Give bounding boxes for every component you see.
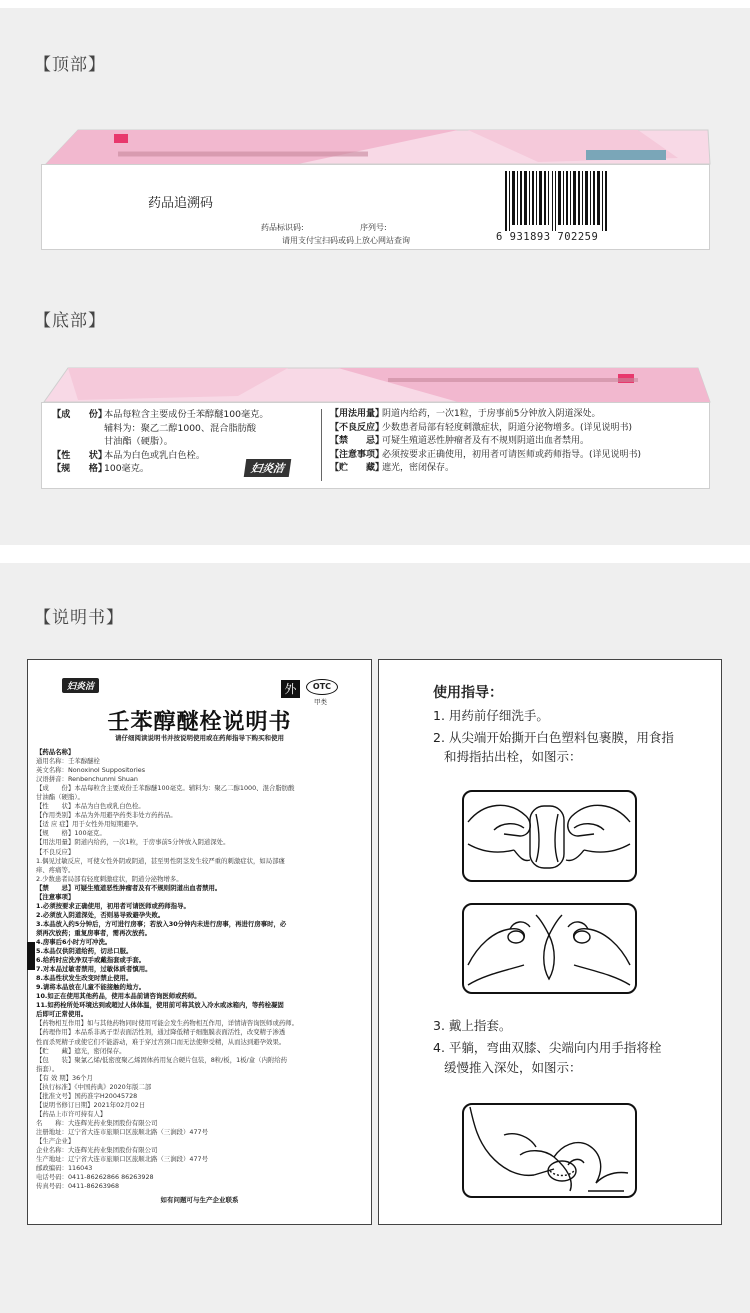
leaflet-line: 2.必须放入阴道深处，否则易导致避孕失败。	[36, 910, 165, 919]
leaflet-line: 11.如药栓所处环境达到或超过人体体温，使用前可将其放入冷水或冰箱内，等药栓凝固	[36, 1001, 284, 1010]
leaflet-line: 8.本品性状发生改变时禁止使用。	[36, 974, 133, 983]
leaflet-line: 【禁 忌】可疑生殖道恶性肿瘤者及有不规则阴道出血者禁用。	[36, 883, 222, 892]
info-key: 【贮 藏】	[330, 463, 385, 473]
leaflet-line: 【批准文号】国药准字H20045728	[36, 1091, 138, 1100]
info-value: 阴道内给药，一次1粒，于房事前5分钟放入阴道深处。	[382, 409, 601, 419]
leaflet-line: 【药理作用】本品系非离子型表面活性剂，通过降低精子细胞膜表面活性，改变精子渗透	[36, 1028, 286, 1037]
leaflet-line: 1.必须按要求正确使用，初用者可请医师或药师指导。	[36, 901, 190, 910]
info-key: 【禁 忌】	[330, 436, 385, 446]
leaflet-footer: 如有问题可与生产企业联系	[160, 1196, 239, 1204]
leaflet-title: 壬苯醇醚栓说明书	[107, 710, 292, 735]
leaflet-line: 【药品上市许可持有人】	[36, 1109, 107, 1118]
leaflet-line: 4.房事后6小时方可冲洗。	[36, 937, 112, 946]
barcode-number: 6 931893 702259	[496, 231, 599, 243]
leaflet-body	[36, 748, 346, 1191]
leaflet-line: 10.如正在使用其他药品，使用本品前请咨询医师或药师。	[36, 992, 201, 1001]
leaflet-line: 指套）。	[36, 1064, 59, 1073]
info-key: 【用法用量】	[330, 409, 385, 419]
serial-number-label: 序列号:	[360, 223, 387, 232]
box-top-face	[41, 164, 710, 250]
illustration-insertion	[462, 1103, 637, 1198]
divider	[321, 409, 322, 481]
query-instruction: 请用支付宝扫码或码上放心网站查询	[282, 236, 410, 245]
info-value: 100毫克。	[104, 463, 150, 474]
leaflet-line: 【适 应 症】用于女性外用短期避孕。	[36, 820, 143, 829]
leaflet-line: 6.给药时应洗净双手或戴指套或手套。	[36, 956, 146, 965]
info-value: 可疑生殖道恶性肿瘤者及有不规则阴道出血者禁用。	[382, 436, 590, 446]
leaflet-line: 5.本品仅供阴道给药，切忌口服。	[36, 947, 133, 956]
leaflet-line: 英文名称：Nonoxinol Suppositories	[36, 766, 146, 775]
fold-marker	[27, 942, 35, 970]
info-key: 【成 份】	[52, 409, 108, 420]
leaflet-line: 电话号码：0411-86262866 86263928	[36, 1173, 154, 1182]
brand-logo: 妇炎洁	[244, 459, 292, 477]
info-key: 【不良反应】	[330, 422, 385, 433]
leaflet-line: 【生产企业】	[36, 1137, 75, 1146]
info-key	[52, 422, 104, 436]
leaflet-line: 【用法用量】阴道内给药，一次1粒，于房事前5分钟放入阴道深处。	[36, 838, 230, 847]
guide-step-4b: 缓慢推入深处，如图示：	[444, 1060, 582, 1075]
leaflet-line: 【药物相互作用】如与其他药物同时使用可能会发生药物相互作用，详情请咨询医师或药师。	[36, 1019, 299, 1028]
leaflet-line: 3.本品放入约5分钟后，方可进行房事；若放入30分钟内未进行房事，再进行房事时，必	[36, 919, 287, 928]
otc-class: 甲类	[314, 698, 327, 706]
info-value: 必须按要求正确使用，初用者可请医师或药师指导。(详见说明书)	[382, 449, 642, 460]
info-row	[330, 435, 708, 449]
leaflet-line: 企业名称：大连辉光药业集团股份有限公司	[36, 1146, 158, 1155]
guide-step-2a: 2. 从尖端开始撕开白色塑料包裹膜，用食指	[433, 730, 674, 745]
info-value: 辅料为：聚乙二醇1000、混合脂肪酸	[104, 422, 257, 434]
box-bottom-right-info	[330, 408, 708, 476]
leaflet-line: 【执行标准】《中国药典》2020年版二部	[36, 1082, 152, 1091]
info-row	[52, 435, 322, 449]
leaflet-line: 【有 效 期】36个月	[36, 1073, 93, 1082]
info-key	[52, 435, 104, 449]
leaflet-line: 【药品名称】	[36, 748, 75, 756]
leaflet-subtitle: 请仔细阅读说明书并按说明使用或在药师指导下购买和使用	[115, 734, 284, 742]
info-row	[330, 462, 708, 476]
leaflet-brand-logo: 妇炎洁	[62, 678, 99, 693]
info-value: 本品每粒含主要成份壬苯醇醚100毫克。	[104, 409, 269, 420]
leaflet-line: 邮政编码：116043	[36, 1164, 93, 1173]
leaflet-line: 后即可正常使用。	[36, 1010, 88, 1019]
leaflet-line: 2.少数患者局部有轻度刺激症状，阴道分泌物增多。	[36, 874, 183, 883]
info-value: 遮光，密闭保存。	[382, 463, 455, 473]
leaflet-line: 性而杀死精子或使它们不能游动，难于穿过宫颈口而无法使卵受精，从而达到避孕效果。	[36, 1037, 286, 1046]
leaflet-line: 【成 份】本品每粒含主要成份壬苯醇醚100毫克。辅料为：聚乙二醇1000、混合脂肪酸	[36, 784, 295, 793]
guide-step-3: 3. 戴上指套。	[433, 1018, 512, 1033]
barcode	[505, 171, 609, 231]
leaflet-line: 注册地址：辽宁省大连市旅顺口区旅顺北路（三涧段）477号	[36, 1127, 208, 1136]
leaflet-line: 甘油酯（硬脂）。	[36, 793, 84, 802]
leaflet-line: 名 称：大连辉光药业集团股份有限公司	[36, 1118, 158, 1127]
info-row	[52, 408, 322, 422]
drug-id-label: 药品标识码:	[261, 223, 304, 232]
leaflet-line: 【包 装】聚氯乙烯/低密度聚乙烯固体药用复合硬片包装，8粒/板，1板/盒（内附给药	[36, 1055, 288, 1064]
info-value: 甘油酯（硬脂）。	[104, 436, 173, 447]
trace-code-label: 药品追溯码	[148, 196, 214, 211]
leaflet-line: 【注意事项】	[36, 892, 75, 901]
leaflet-line: 【贮 藏】遮光，密闭保存。	[36, 1046, 126, 1055]
illustration-pick-suppository	[462, 903, 637, 994]
leaflet-line: 须再次放药；重复房事者，需再次放药。	[36, 928, 152, 937]
info-row	[330, 449, 708, 463]
info-value: 本品为白色或乳白色栓。	[104, 449, 206, 461]
info-row	[52, 422, 322, 436]
leaflet-line: 【规 格】100毫克。	[36, 829, 106, 838]
leaflet-line: 生产地址：辽宁省大连市旅顺口区旅顺北路（三涧段）477号	[36, 1155, 208, 1164]
box-bottom-face	[41, 402, 710, 489]
info-value: 少数患者局部有轻度刺激症状，阴道分泌物增多。(详见说明书)	[382, 422, 633, 433]
leaflet-line: 传真号码：0411-86263968	[36, 1182, 120, 1191]
box-bottom-lid	[38, 366, 712, 406]
leaflet-line: 1.偶见过敏反应，可使女性外阴或阴道，甚至男性阴茎发生较严重的刺激症状，如局部瘙	[36, 856, 285, 865]
section-bottom-label: 【底部】	[34, 311, 106, 331]
leaflet-line: 9.请将本品放在儿童不能接触的地方。	[36, 983, 146, 992]
leaflet-line: 【说明书修订日期】2021年02月02日	[36, 1100, 146, 1109]
otc-badge: OTC	[306, 679, 338, 695]
box-top-lid	[38, 128, 712, 168]
info-key: 【规 格】	[52, 463, 108, 474]
info-row	[330, 408, 708, 422]
info-key: 【性 状】	[52, 449, 108, 461]
leaflet-line: 【不良反应】	[36, 847, 75, 856]
guide-title: 使用指导：	[433, 685, 503, 701]
guide-step-4a: 4. 平躺，弯曲双膝、尖端向内用手指将栓	[433, 1040, 662, 1055]
hands-pick-drawing	[464, 905, 634, 991]
leaflet-line: 7.对本品过敏者禁用，过敏体质者慎用。	[36, 965, 152, 974]
info-key: 【注意事项】	[330, 449, 385, 460]
section-leaflet-label: 【说明书】	[34, 608, 124, 628]
insertion-drawing	[464, 1105, 634, 1195]
section-top-label: 【顶部】	[34, 55, 106, 75]
external-use-badge: 外	[281, 680, 300, 698]
leaflet-line: 【作用类别】本品为外用避孕药类非处方药药品。	[36, 811, 177, 820]
leaflet-line: 【性 状】本品为白色或乳白色栓。	[36, 802, 145, 811]
leaflet-line: 汉语拼音：Renbenchunmi Shuan	[36, 775, 138, 784]
leaflet-line: 通用名称：壬苯醇醚栓	[36, 757, 100, 766]
guide-step-2b: 和拇指拈出栓，如图示：	[444, 749, 582, 764]
guide-step-1: 1. 用药前仔细洗手。	[433, 708, 549, 723]
illustration-unwrap	[462, 790, 637, 882]
hands-unwrap-drawing	[464, 792, 634, 879]
info-row	[330, 422, 708, 436]
leaflet-line: 痒、疼痛等。	[36, 865, 75, 874]
